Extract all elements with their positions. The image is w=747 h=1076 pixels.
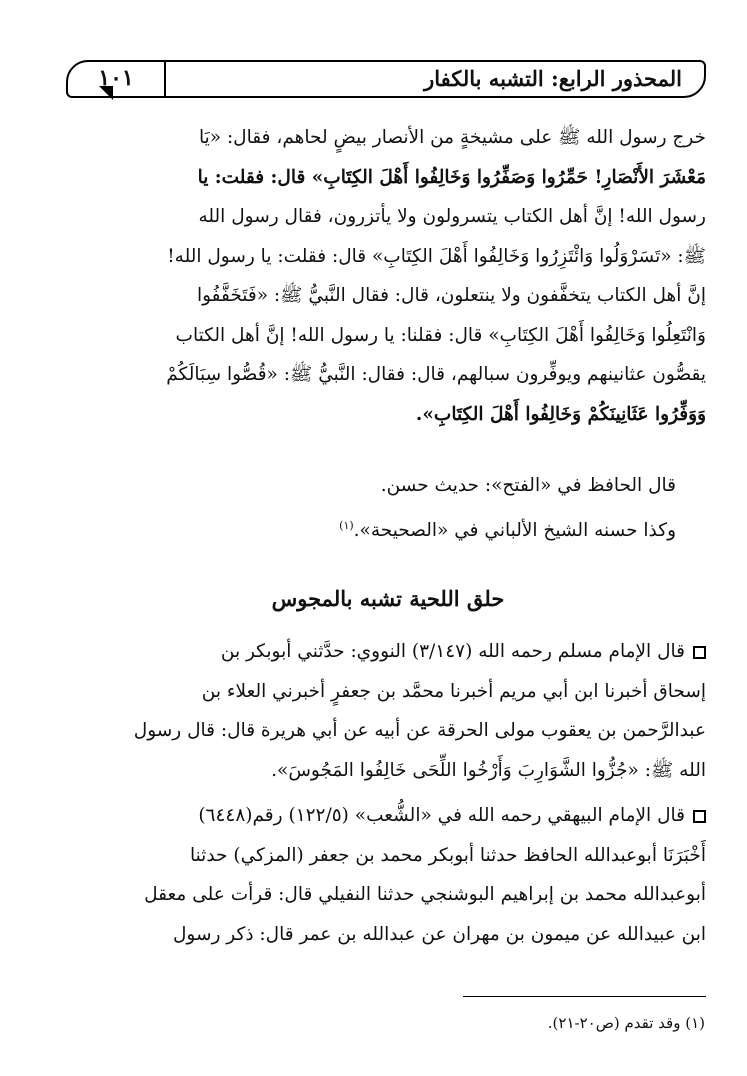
- text-line: إنَّ أهل الكتاب يتخفَّفون ولا ينتعلون، قال: فقال النَّبيُّ ﷺ: «فَتَخَفَّفُوا: [196, 285, 706, 306]
- text-line: مَعْشَرَ الأَنْصَارِ! حَمِّرُوا وَصَفِّرُوا وَخَالِفُوا أَهْلَ الكِتَابِ» قال: فقلت: يا: [197, 166, 706, 188]
- chapter-title: المحذور الرابع: التشبه بالكفار: [424, 66, 682, 91]
- checkbox-square-icon: [693, 646, 706, 659]
- page-number: ١٠١: [68, 60, 166, 98]
- checkbox-square-icon: [693, 810, 706, 823]
- entry-text: قال الإمام مسلم رحمه الله (٣/١٤٧) النووي: حدَّثني أبوبكر بن: [220, 641, 685, 662]
- text-line: خرج رسول الله ﷺ على مشيخةٍ من الأنصار بيضٍ لحاهم، فقال: «يَا: [198, 127, 706, 148]
- page-header: [66, 60, 706, 98]
- text-line: إسحاق أخبرنا ابن أبي مريم أخبرنا محمَّد بن جعفرٍ أخبرني العلاء بن: [201, 680, 706, 702]
- text-line: وَوَفِّرُوا عَثَانِينَكُمْ وَخَالِفُوا أَهْلَ الكِتَابِ».: [415, 403, 706, 425]
- text-line: وَانْتَعِلُوا وَخَالِفُوا أَهْلَ الكِتَابِ» قال: فقلنا: يا رسول الله! إنَّ أهل الكتاب: [175, 324, 706, 346]
- text-line: ابن عبيدالله عن ميمون بن مهران عن عبدالله بن عمر قال: ذكر رسول: [172, 923, 706, 945]
- text-line: الله ﷺ: «جُزُّوا الشَّوَارِبَ وَأَرْخُوا اللِّحَى خَالِفُوا المَجُوسَ».: [271, 759, 706, 781]
- entry-text: قال الإمام البيهقي رحمه الله في «الشُّعب» (١٢٢/٥) رقم(٦٤٤٨): [198, 805, 685, 826]
- section-heading: حلق اللحية تشبه بالمجوس: [271, 586, 505, 611]
- text-line: أَخْبَرَنَا أبوعبدالله الحافظ حدثنا أبوبكر محمد بن جعفر (المزكي) حدثنا: [189, 844, 706, 866]
- entry-bayhaqi: [70, 796, 706, 954]
- text-line: عبدالرَّحمن بن يعقوب مولى الحرقة عن أبيه عن أبي هريرة قال: قال رسول: [133, 720, 706, 741]
- text-line: يقصُّون عثانينهم ويوفِّرون سبالهم، قال: فقال: النَّبيُّ ﷺ: «قُصُّوا سِبَالَكُمْ: [166, 364, 706, 385]
- text-line: أبوعبدالله محمد بن إبراهيم البوشنجي حدثنا النفيلي قال: قرأت على معقل: [144, 884, 706, 905]
- footnote-reference: (١): [339, 518, 354, 532]
- text-line: [70, 796, 706, 836]
- footnote: (١) وقد تقدم (ص٢٠-٢١).: [547, 1014, 705, 1032]
- entry-muslim: [70, 632, 706, 790]
- text-line: رسول الله! إنَّ أهل الكتاب يتسرولون ولا يأتزرون، فقال رسول الله: [198, 206, 706, 227]
- header-corner-tab: [99, 86, 113, 100]
- grading-line: [70, 506, 706, 551]
- footnote-divider: [463, 996, 706, 997]
- hadith-paragraph: [70, 118, 706, 434]
- text-line: ﷺ: «تَسَرْوَلُوا وَائْتَزِرُوا وَخَالِفُوا أَهْلَ الكِتَابِ» قال: فقلت: يا رسول الله!: [167, 245, 706, 267]
- grading-text: وكذا حسنه الشيخ الألباني في «الصحيحة».: [353, 519, 676, 541]
- grading-line: قال الحافظ في «الفتح»: حديث حسن.: [380, 475, 676, 496]
- grading-block: [70, 466, 706, 550]
- text-line: [70, 632, 706, 672]
